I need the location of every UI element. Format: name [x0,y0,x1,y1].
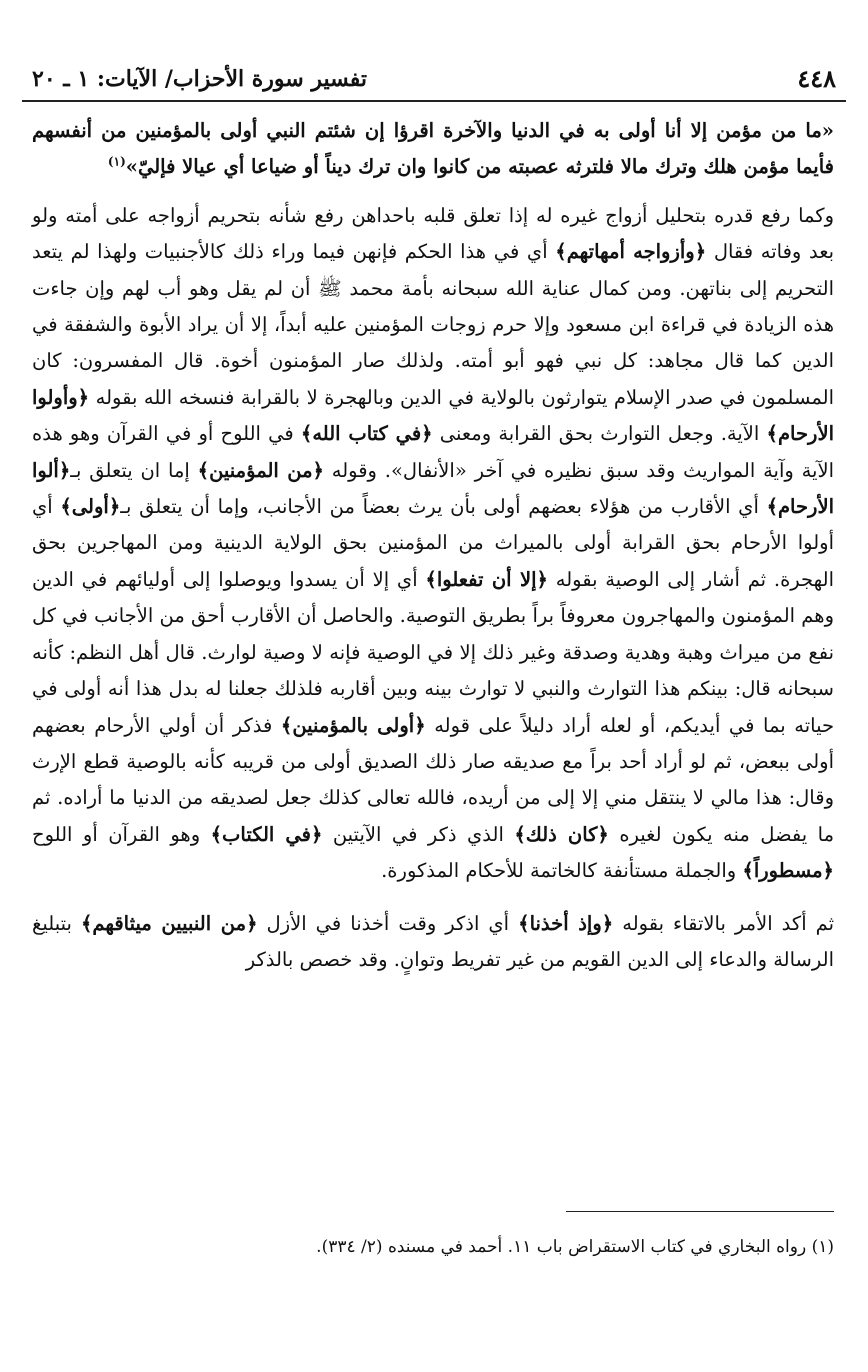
text-span: ثم أكد الأمر بالاتقاء بقوله [622,911,835,935]
quran-quote: ﴿ألوا الأرحام﴾ [32,458,835,519]
page-number: ٤٤٨ [797,64,836,93]
text-span: والجملة مستأنفة كالخاتمة للأحكام المذكورة. [381,859,737,883]
text-span: أي اذكر وقت أخذنا في الأزل [266,911,510,935]
footnote-marker: (١) [107,154,126,169]
quran-quote: ﴿إلا أن تفعلوا﴾ [425,567,548,591]
quran-quote: ﴿مسطوراً﴾ [742,859,834,883]
text-span: وكما رفع قدره بتحليل أزواج غيره له إذا تعلق قلبه باحداهن رفع شأنه بتحريم أزواجه على أمته ولو بعد وفاته فقال [32,203,835,264]
text-span: أي إلا أن يسدوا ويوصلوا إلى أوليائهم في الدين وهم المؤمنون والمهاجرون معروفاً براً بطريق التوصية. والحاصل أن الأقارب أحق من الأجانب في كل نفع من ميراث وهبة وهدية وصدقة وغير ذلك إلا في الوصية فإنه لا وصية لوارث. قال أهل النظم: كأنه سبحانه قال: بينكم هذا التوارث والنبي لا توارث بينه وبين أقاربه فلذلك جعلنا له بدل هذا أنه أولى في حياته بما في أيديكم، أو لعله أراد دليلاً على قوله [32,567,835,737]
quran-quote: ﴿أولى﴾ [60,495,121,519]
quran-quote: ﴿من المؤمنين﴾ [197,458,324,482]
quran-quote: ﴿وأزواجه أمهاتهم﴾ [555,240,707,264]
commentary-paragraph [32,198,834,890]
text-span: أي أولوا الأرحام بحق القرابة أولى بالميراث من المؤمنين بحق الولاية الدينية ومن المهاجرين بحق الهجرة. ثم أشار إلى الوصية بقوله [32,495,834,591]
hadith-paragraph [32,113,834,186]
quran-quote: ﴿من النبيين ميثاقهم﴾ [80,911,258,935]
text-span: أي الأقارب من هؤلاء بعضهم أولى بأن يرث بعضاً من الأجانب، وإما أن يتعلق بـ [120,495,759,519]
quran-quote: ﴿في الكتاب﴾ [210,822,323,846]
quran-quote: ﴿وإذ أخذنا﴾ [518,911,614,935]
quran-quote: ﴿في كتاب الله﴾ [300,422,433,446]
header-divider [22,100,846,102]
text-span: الآية. وجعل التوارث بحق القرابة ومعنى [439,422,760,446]
page-header [22,58,846,98]
main-text [32,113,834,978]
footnote-divider [566,1211,834,1212]
text-span: إما ان يتعلق بـ [70,458,190,482]
running-title: تفسير سورة الأحزاب/ الآيات: ١ ـ ٢٠ [32,66,368,92]
hadith-text: «ما من مؤمن إلا أنا أولى به في الدنيا والآخرة اقرؤا إن شئتم النبي أولى بالمؤمنين من أنفسهم فأيما مؤمن هلك وترك مالا فلترثه عصبته من كانوا وان ترك ديناً أو ضياعا أي عيالا فإليّ» [32,119,834,179]
text-span: وهو القرآن أو اللوح [32,822,201,846]
footnote: (١) رواه البخاري في كتاب الاستقراض باب ١١. أحمد في مسنده (٢/ ٣٣٤). [316,1237,834,1257]
text-span: الذي ذكر في الآيتين [332,822,504,846]
next-paragraph [32,906,834,979]
text-span: فذكر أن أولي الأرحام بعضهم أولى ببعض، ثم لو أراد أحد براً مع صديقه صار ذلك الصديق أولى من قريبه كأنه بالوصية قطع الإرث وقال: هذا مالي لا ينتقل مني إلا إلى من أريده، فالله تعالى كذلك جعل لصديقه من الدنيا ما أراده. ثم ما يفضل منه يكون لغيره [32,713,835,846]
quran-quote: ﴿أولى بالمؤمنين﴾ [280,713,426,737]
text-span: أي في هذا الحكم فإنهن فيما وراء ذلك كالأجنبيات ولهذا لم يتعد التحريم إلى بناتهن. ومن كمال عناية الله سبحانه بأمة محمد ﷺ أن لم يقل وهو أب لهم وإن جاءت هذه الزيادة في قراءة ابن مسعود وإلا حرم زوجات المؤمنين عليه أبداً، إلا أن يراد الأبوة والشفقة في الدين كما قال مجاهد: كل نبي فهو أبو أمته. ولذلك صار المؤمنون أخوة. قال المفسرون: كان المسلمون في صدر الإسلام يتوارثون بالولاية في الدين وبالهجرة لا بالقرابة فنسخه الله بقوله [32,240,834,409]
text-span: بتبليغ الرسالة والدعاء إلى الدين القويم من غير تفريط وتوانٍ. وقد خصص بالذكر [32,911,834,971]
quran-quote: ﴿كان ذلك﴾ [514,822,609,846]
quran-quote: ﴿وأولوا الأرحام﴾ [32,385,834,446]
text-span: في اللوح أو في القرآن وهو هذه الآية وآية المواريث وقد سبق نظيره في آخر «الأنفال». وقوله [32,422,835,482]
